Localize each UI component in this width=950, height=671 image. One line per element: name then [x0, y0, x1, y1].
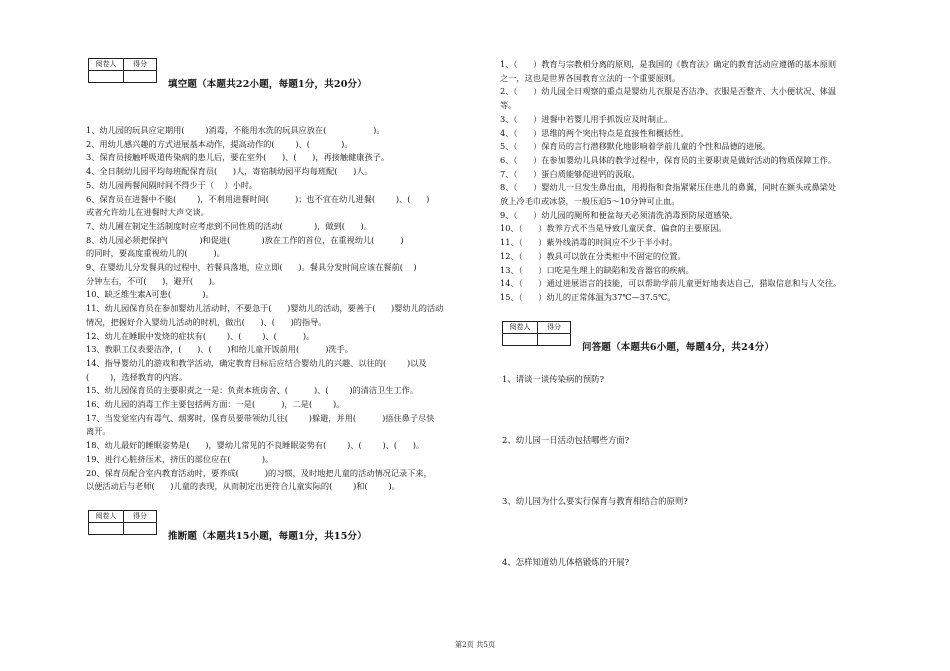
score-box	[88, 510, 157, 535]
question-line: 10、（ ）教养方式不当是导致儿童厌食、偏食的主要原因。	[500, 223, 727, 234]
question-line: 1、幼儿园的玩具应定期用( )消毒，不能用水洗的玩具应放在( )。	[86, 125, 385, 135]
reviewer-cell[interactable]	[89, 71, 124, 83]
question-line: 3、保育员接触呼吸道传染病的患儿后，要在室外( )、( )，再接触健康孩子。	[86, 152, 390, 163]
reviewer-label: 阅卷人	[89, 510, 124, 522]
question-line: 12、（ ）教具可以放在分类柜中不固定的位置。	[500, 250, 686, 261]
question-line: 或者允许幼儿在进餐时大声交谈。	[86, 207, 209, 218]
score-box	[502, 321, 571, 346]
question-line: 1、（ ）教育与宗教相分离的原则，是我国的《教育法》确定的教育活动应遵循的基本原则	[500, 59, 837, 69]
reviewer-label: 阅卷人	[503, 321, 538, 333]
judge-question-list	[500, 58, 892, 305]
question-line: 15、幼儿园保育员的主要职责之一是：负责本班房舍、( )、( )的清洁卫生工作。	[86, 385, 419, 396]
question-line: 20、保育员配合室内教育活动时，要养成( )的习惯，及时地把儿童的活动情况记录下来，	[86, 467, 432, 478]
right-column	[500, 58, 892, 569]
question-line: 11、（ ）紫外线消毒的时间应不少于半小时。	[500, 237, 678, 248]
qa-question: 1、请谈一谈传染病的预防?	[502, 373, 604, 384]
question-line: 15、（ ）幼儿的正常体温为37℃—37.5℃。	[500, 291, 676, 302]
question-line: 放上冷毛巾或冰袋，一般压迫5～10分钟可止血。	[500, 196, 680, 207]
question-line: 离开。	[86, 426, 111, 437]
question-line: 9、在婴幼儿分发餐具的过程中，若餐具落地，应立即( )。餐具分发时间应该在餐前( )	[86, 262, 417, 273]
question-line: 情况，把握好介入婴幼儿活动的时机，做出( )、( )的指导。	[86, 316, 327, 327]
question-line: 9、（ ）幼儿园的厕所和便盆每天必须清洗消毒预防尿道感染。	[500, 209, 738, 220]
qa-section-title: 问答题（本题共6小题，每题4分，共24分）	[582, 341, 775, 353]
question-line: 2、（ ）幼儿园全日观察的重点是婴幼儿衣服是否洁净、衣服是否整齐、大小便状况、体温	[500, 86, 837, 97]
question-line: 13、教职工仪表要洁净，( )、( )和给儿童开饭前用( )洗手。	[86, 344, 353, 355]
question-line: 4、全日制幼儿园平均每班配保育员( )人，寄宿制幼园平均每班配( )人。	[86, 166, 373, 177]
question-line: 8、幼儿园必须把保护( )和促进( )放在工作的首位，在重视幼儿( )	[86, 234, 404, 245]
qa-section-header	[500, 321, 892, 365]
question-line: 10、缺乏维生素A可患( )。	[86, 289, 214, 300]
qa-question: 2、幼儿园一日活动包括哪些方面?	[502, 434, 630, 445]
question-line: 7、（ ）蛋白质能够促进钙的汲取。	[500, 168, 640, 179]
question-line: 14、指导婴幼儿的游戏和教学活动，确定教育目标后应结合婴幼儿的兴趣、以往的( )以及	[86, 357, 427, 368]
question-line: 3、（ ）进餐中若婴儿用手抓饭应及时制止。	[500, 113, 673, 124]
question-line: 19、进行心脏挤压术，挤压的部位应在( )。	[86, 453, 274, 464]
question-line: 以便活动后与老师( )儿童的表现，从而制定出更符合儿童实际的( )和( )。	[86, 481, 400, 492]
question-line: 18、幼儿最好的睡眠姿势是( )，婴幼儿常见的不良睡眠姿势有( )、( )、( )。	[86, 440, 425, 451]
fill-question-list	[86, 124, 488, 494]
question-line: 2、用幼儿感兴趣的方式进展基本动作，提高动作的( )、( )。	[86, 138, 353, 149]
question-line: 5、（ ）保育员的言行潜移默化地影响着学前儿童的个性和品德的进展。	[500, 141, 771, 152]
reviewer-label: 阅卷人	[89, 59, 124, 71]
question-line: 的同时，要高度重视幼儿的( )。	[86, 248, 225, 259]
qa-question: 4、怎样知道幼儿体格锻炼的开展?	[502, 556, 630, 567]
score-label: 得分	[124, 510, 157, 522]
score-label: 得分	[124, 59, 157, 71]
reviewer-cell[interactable]	[503, 333, 538, 345]
score-cell[interactable]	[124, 71, 157, 83]
question-line: 17、当发觉室内有毒气、烟雾时，保育员要带领幼儿往( )躲避，并用( )捂住鼻子尽快	[86, 412, 435, 423]
score-label: 得分	[538, 321, 571, 333]
page-footer: 第2页 共5页	[454, 640, 496, 649]
question-line: 11、幼儿园保育员在参加婴幼儿活动时，不要急于( )婴幼儿的活动，要善于( )婴幼儿的活动	[86, 303, 444, 314]
qa-question-list	[500, 373, 892, 569]
question-line: 之一，这也是世界各国教育立法的一个重要原则。	[500, 72, 681, 83]
question-line: 12、幼儿在睡眠中发烧的症状有( )、( )、( )。	[86, 330, 315, 341]
question-line: 7、幼儿圃在制定生活制度时应考虑到不同性质的活动( )，做到( )。	[86, 220, 372, 231]
score-cell[interactable]	[124, 522, 157, 534]
question-line: 6、保育员在进餐中不能( )，不利用进餐时间( )；也不宜在幼儿进餐( )、( )	[86, 193, 430, 204]
question-line: 14、（ ）通过进展语言的技能，可以帮助学前儿童更好地表达自己，猎取信息和与人交往。	[500, 278, 842, 289]
judge-section-header	[86, 510, 488, 554]
question-line: 6、（ ）在参加婴幼儿具体的教学过程中，保育员的主要职责是做好活动的物质保障工作。	[500, 154, 837, 165]
question-line: 8、（ ）婴幼儿一旦发生鼻出血，用拇指和食指紧紧压住患儿的鼻翼，同时在额头或鼻梁处	[500, 182, 837, 193]
fill-section-title: 填空题（本题共22小题，每题1分，共20分）	[168, 79, 367, 90]
question-line: 4、（ ）思维的两个突出特点是直接性和概括性。	[500, 127, 689, 138]
question-line: 等。	[500, 100, 517, 111]
left-column	[86, 58, 488, 554]
score-box	[88, 58, 157, 83]
question-line: 16、幼儿园的消毒工作主要包括两方面：一是( )，二是( )。	[86, 399, 345, 410]
question-line: 分钟左右，不可( )，避开( )。	[86, 275, 221, 286]
qa-question: 3、幼儿园为什么要实行保育与教育相结合的原则?	[502, 495, 688, 506]
question-line: 5、幼儿园两餐间隔时间不得少于（ ）小时。	[86, 179, 258, 190]
reviewer-cell[interactable]	[89, 522, 124, 534]
score-cell[interactable]	[538, 333, 571, 345]
fill-section-header	[86, 58, 488, 102]
question-line: ( )，选择教育的内容。	[86, 371, 187, 382]
judge-section-title: 推断题（本题共15小题，每题1分，共15分）	[168, 530, 367, 542]
question-line: 13、（ ）口吃是生理上的缺陷和发音器官的疾病。	[500, 264, 694, 275]
